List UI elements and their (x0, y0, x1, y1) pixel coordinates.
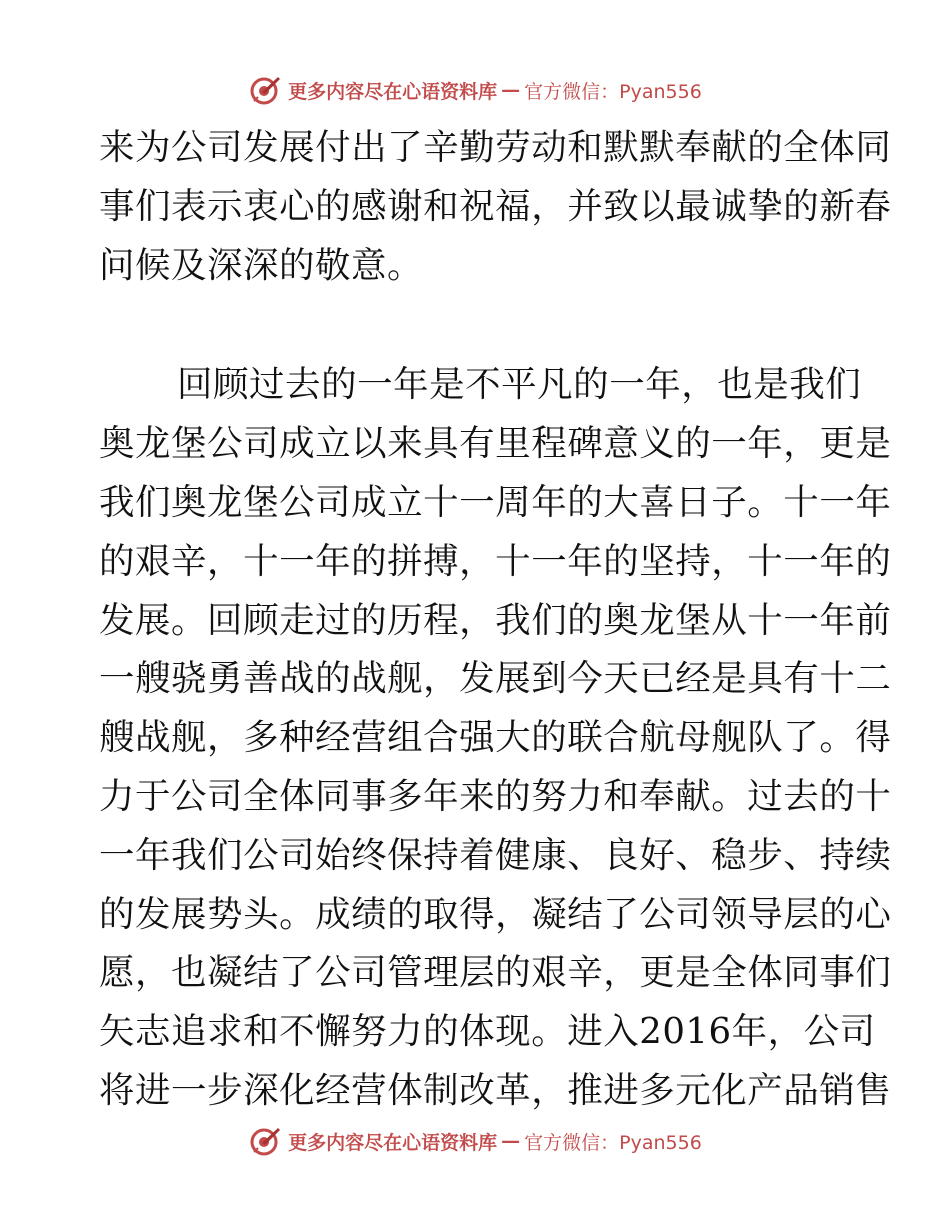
document-body (99, 119, 892, 1121)
text-line: 回 顾 过 去 的 一 年 是 不 平 凡 的 一 年 ， 也 是 我 们 (177, 364, 862, 406)
text-line: 一 艘 骁 勇 善 战 的 战 舰 ， 发 展 到 今 天 已 经 是 具 有 十 二 (99, 658, 892, 700)
text-line: 我 们 奥 龙 堡 公 司 成 立 十 一 周 年 的 大 喜 日 子 。 十 一 年 (99, 481, 892, 523)
text-line: 的 发 展 势 头 。 成 绩 的 取 得 ， 凝 结 了 公 司 领 导 层 的 心 (99, 893, 892, 935)
text-line: 发 展 。 回 顾 走 过 的 历 程 ， 我 们 的 奥 龙 堡 从 十 一 年 前 (99, 599, 892, 641)
banner-title: 更多内容尽在心语资料库 (288, 80, 498, 103)
banner-title: 更多内容尽在心语资料库 (288, 1131, 498, 1154)
text-line: 的 艰 辛 ， 十 一 年 的 拼 搏 ， 十 一 年 的 坚 持 ， 十 一 年 的 (99, 540, 892, 582)
text-line: 艘 战 舰 ， 多 种 经 营 组 合 强 大 的 联 合 航 母 舰 队 了 。 得 (99, 717, 892, 759)
text-line: 问候及深深的敬意。 (99, 244, 424, 286)
banner-dash: — (501, 1130, 521, 1152)
banner-dash: — (501, 79, 521, 101)
text-line: 奥 龙 堡 公 司 成 立 以 来 具 有 里 程 碑 意 义 的 一 年 ， 更 是 (99, 423, 892, 465)
text-line: 力 于 公 司 全 体 同 事 多 年 来 的 努 力 和 奉 献 。 过 去 的 十 (99, 775, 892, 817)
text-line: 矢 志 追 求 和 不 懈 努 力 的 体 现 。 进 入 2016 年 ， 公 司 (99, 1011, 876, 1053)
text-line: 愿 ， 也 凝 结 了 公 司 管 理 层 的 艰 辛 ， 更 是 全 体 同 事 们 (99, 952, 892, 994)
banner-wechat: 官方微信：Pyan556 (524, 1131, 702, 1154)
pen-logo-icon (248, 73, 282, 107)
paragraph-2 (99, 356, 892, 1120)
text-line: 将 进 一 步 深 化 经 营 体 制 改 革 ， 推 进 多 元 化 产 品 销 售 (99, 1069, 892, 1111)
header-banner (0, 70, 950, 110)
text-line: 一 年 我 们 公 司 始 终 保 持 着 健 康 、 良 好 、 稳 步 、 持 续 (99, 834, 892, 876)
text-line: 事 们 表 示 衷 心 的 感 谢 和 祝 福 ， 并 致 以 最 诚 挚 的 新 春 (99, 185, 892, 227)
footer-banner (0, 1121, 950, 1161)
pen-logo-icon (248, 1124, 282, 1158)
paragraph-1 (99, 119, 892, 295)
banner-wechat: 官方微信：Pyan556 (524, 80, 702, 103)
text-line: 来 为 公 司 发 展 付 出 了 辛 勤 劳 动 和 默 默 奉 献 的 全 体 同 (99, 127, 892, 168)
